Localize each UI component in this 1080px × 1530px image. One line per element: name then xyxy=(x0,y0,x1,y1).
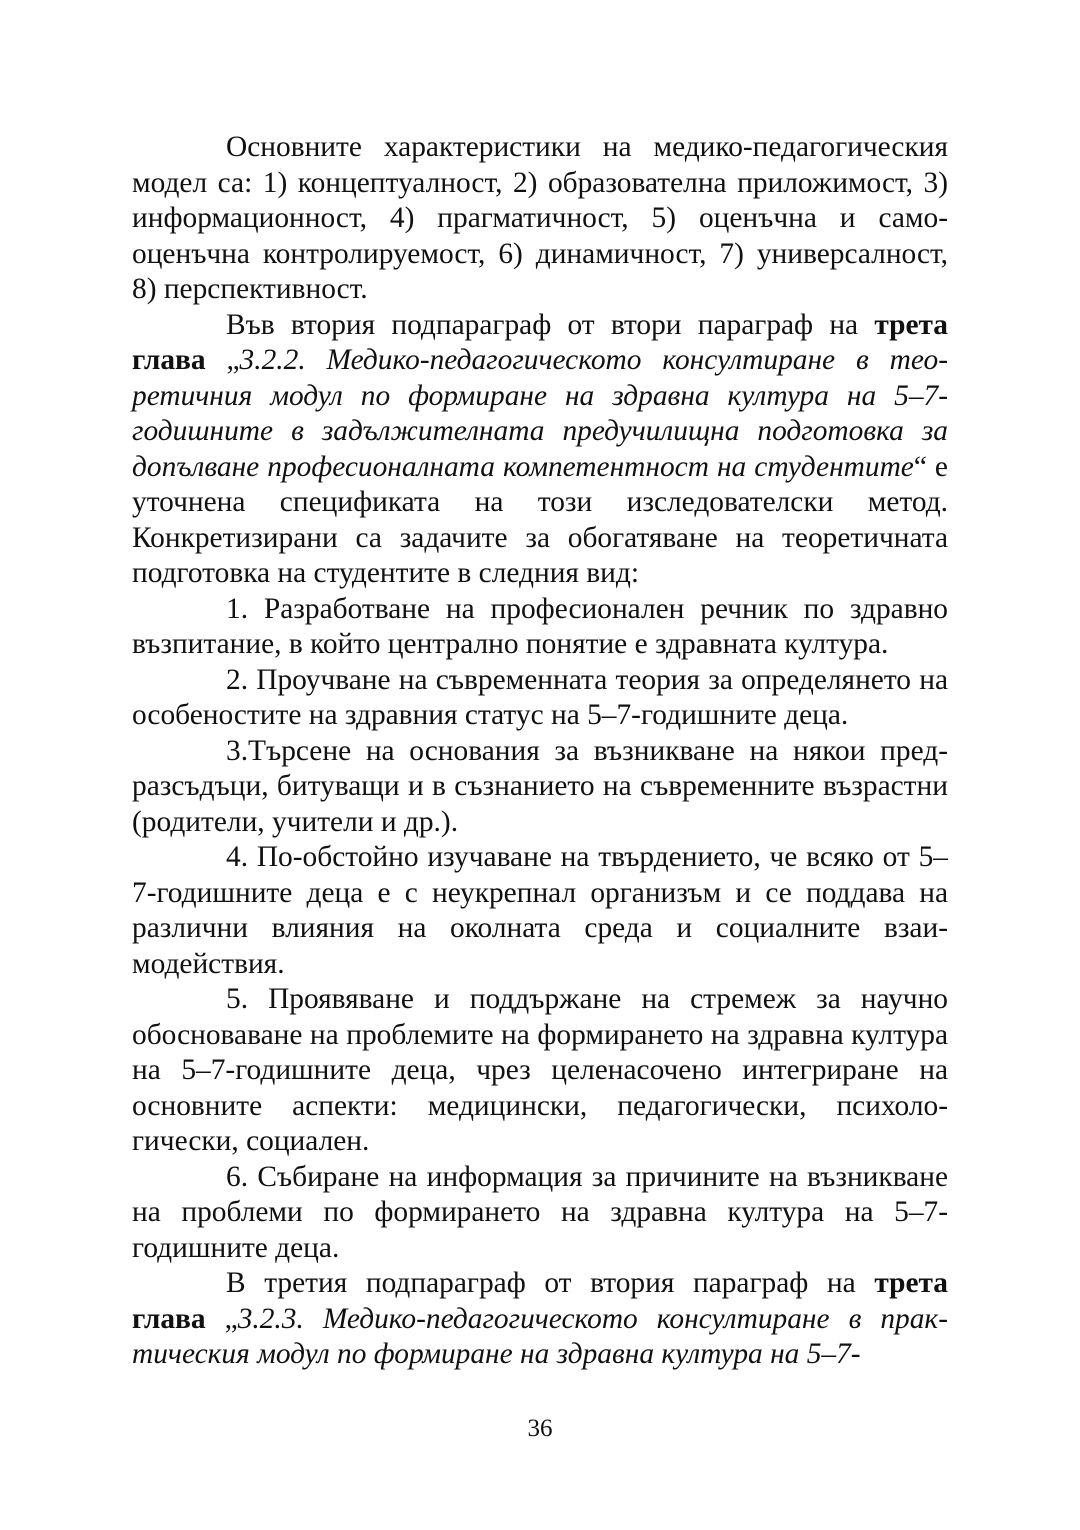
list-item: 4. По-обстойно изучаване на твърдението, че всяко от 5–7-годишните деца е с неукрепнал организъм и се поддава на различни влияния на околната среда и социалните взаимодействия. xyxy=(132,841,948,980)
list-item: 3.Търсене на основания за възникване на някои предразсъдъци, битуващи и в съзнанието на съвременните възрастни (родители, учители и др.). xyxy=(132,734,948,838)
opening-quote: „ xyxy=(205,1302,238,1335)
page-number: 36 xyxy=(527,1415,553,1442)
subsection-title-italic: 3.2.2. Медико-педагогическото консултиране в теоретичния модул по формиране на здравна култура на 5–7-годишните в задължителната предучилищна подготовка за допълване професионалната компетентност на студентите xyxy=(132,344,948,483)
paragraph-rest-text: “ е уточнена спецификата на този изследователски метод. Конкретизирани са задачите за обогатяване на теоретичната подготовка на студентите в следния вид: xyxy=(132,450,948,589)
document-body xyxy=(132,130,948,1373)
paragraph-lead-text: В третия подпараграф от втория параграф на xyxy=(226,1267,875,1299)
list-item: 2. Проучване на съвременната теория за определянето на особеностите на здравния статус на 5–7-годишните деца. xyxy=(132,663,948,731)
paragraph-subsection-3-2-3 xyxy=(132,1266,948,1373)
opening-quote: „ xyxy=(205,344,240,376)
list-item: 1. Разработване на професионален речник по здравно възпитание, в който централно понятие е здравната култура. xyxy=(132,592,948,660)
paragraph-subsection-3-2-2 xyxy=(132,308,948,592)
chapter-reference-bold: трета глава xyxy=(132,308,948,376)
paragraph-model-characteristics: Основните характеристики на медико-педагогическия модел са: 1) концептуалност, 2) образователна приложимост, 3) информационност, 4) прагматичност, 5) оценъчна и самооценъчна контролируемост, 6) динамичност, 7) универсалност, 8) перспективност. xyxy=(132,131,948,305)
paragraph-lead-text: Във втория подпараграф от втори параграф на xyxy=(226,308,875,341)
list-item: 6. Събиране на информация за причините на възникване на проблеми по формирането на здравна култура на 5–7-годишните деца. xyxy=(132,1160,948,1264)
subsection-title-italic: 3.2.3. Медико-педагогическото консултиране в практическия модул по формиране на здравна култура на 5–7- xyxy=(132,1302,948,1370)
chapter-reference-bold: трета глава xyxy=(132,1267,948,1335)
list-item: 5. Проявяване и поддържане на стремеж за научно обосноваване на проблемите на формирането на здравна култура на 5–7-годишните деца, чрез целенасочено интегриране на основните аспекти: медицински, педагогически, психологически, социален. xyxy=(132,983,948,1157)
